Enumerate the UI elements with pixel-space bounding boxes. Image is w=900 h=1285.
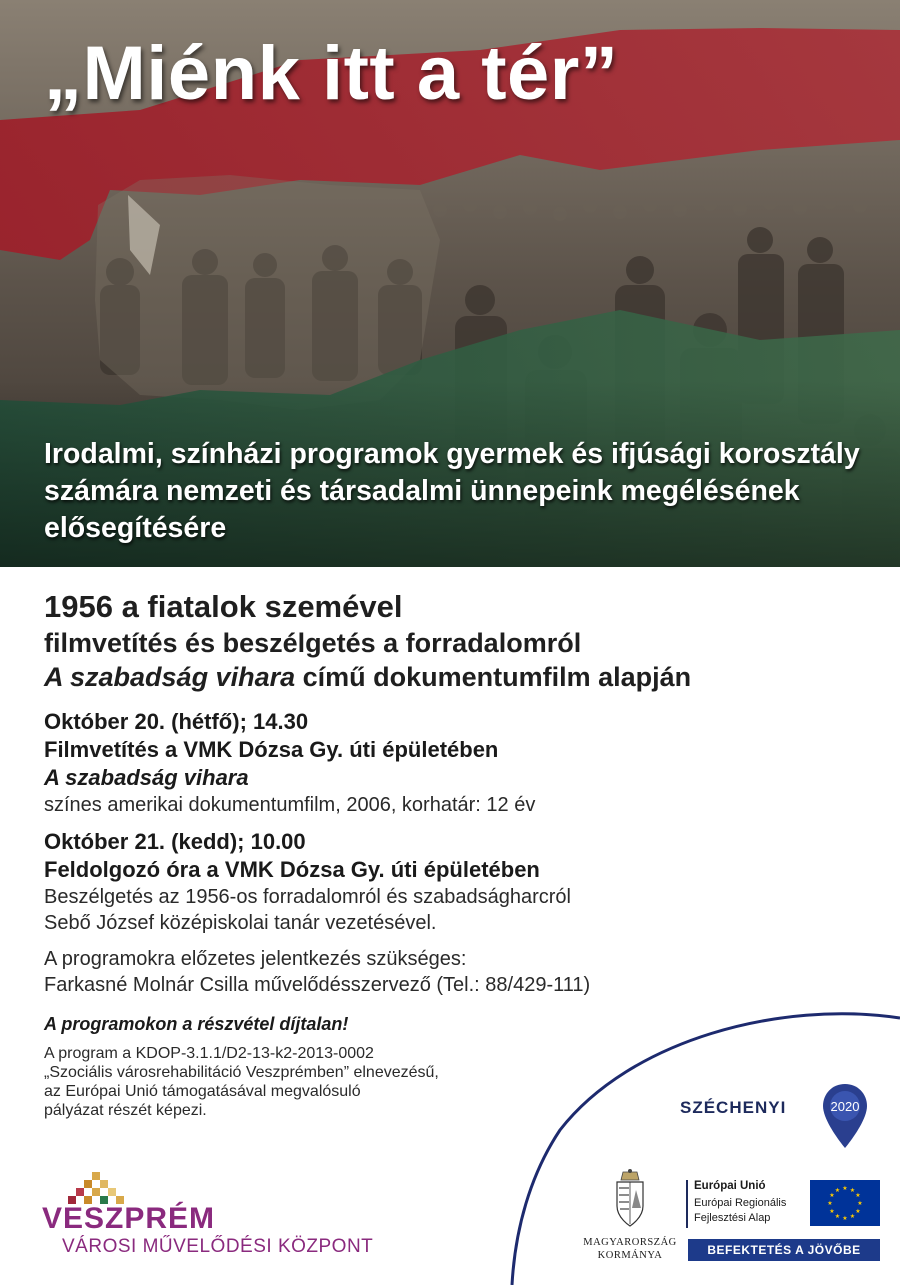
film-line-rest: című dokumentumfilm alapján — [295, 662, 692, 692]
svg-text:★: ★ — [842, 1215, 848, 1222]
vmk-subtitle: VÁROSI MŰVELŐDÉSI KÖZPONT — [62, 1236, 374, 1257]
szechenyi-2020-logo — [680, 1082, 880, 1152]
government-label-line-1: MAGYARORSZÁG — [583, 1237, 677, 1248]
hero-subtitle: Irodalmi, színházi programok gyermek és ifjúsági korosztály számára nemzeti és társadalmi ünnepeink megélésének elősegítésére — [44, 438, 860, 544]
svg-text:★: ★ — [829, 1192, 835, 1199]
event-2-location: Feldolgozó óra a VMK Dózsa Gy. úti épületében — [44, 857, 540, 882]
government-logo — [575, 1168, 685, 1268]
program-subheading: filmvetítés és beszélgetés a forradalomról — [44, 628, 582, 658]
hero-banner — [0, 0, 900, 567]
svg-text:★: ★ — [849, 1187, 856, 1194]
event-2-datetime: Október 21. (kedd); 10.00 — [44, 829, 306, 854]
registration-info — [44, 946, 884, 998]
eu-divider — [686, 1180, 688, 1228]
svg-text:★: ★ — [829, 1208, 835, 1215]
svg-text:★: ★ — [827, 1200, 833, 1207]
map-pin-icon — [820, 1082, 870, 1152]
event-2-description-2: Sebő József középiskolai tanár vezetésével. — [44, 912, 437, 934]
registration-contact: Farkasné Molnár Csilla művelődésszervező (Tel.: 88/429-111) — [44, 974, 591, 996]
program-film-line — [44, 660, 884, 694]
government-label — [575, 1236, 685, 1262]
svg-text:★: ★ — [855, 1208, 861, 1215]
event-1-film-title: A szabadság vihara — [44, 765, 249, 790]
registration-line-1: A programokra előzetes jelentkezés szükséges: — [44, 948, 467, 970]
event-1-datetime: Október 20. (hétfő); 14.30 — [44, 709, 309, 734]
hero-title: „Miénk itt a tér” — [44, 31, 619, 116]
svg-text:★: ★ — [842, 1185, 848, 1192]
program-heading: 1956 a fiatalok szemével — [44, 589, 403, 624]
eu-slogan-banner: BEFEKTETÉS A JÖVŐBE — [688, 1239, 880, 1261]
free-entry-note: A programokon a részvétel díjtalan! — [44, 1014, 349, 1034]
government-label-line-2: KORMÁNYA — [597, 1250, 663, 1261]
svg-text:★: ★ — [857, 1200, 863, 1207]
event-1-description: színes amerikai dokumentumfilm, 2006, korhatár: 12 év — [44, 794, 536, 816]
svg-text:★: ★ — [834, 1187, 841, 1194]
project-line-1: A program a KDOP-3.1.1/D2-13-k2-2013-0002 — [44, 1045, 374, 1062]
coat-of-arms-icon — [611, 1168, 649, 1232]
project-line-3: az Európai Unió támogatásával megvalósuló — [44, 1083, 361, 1100]
film-title-italic: A szabadság vihara — [44, 662, 296, 692]
project-info — [44, 1044, 564, 1120]
eu-flag-icon — [810, 1180, 880, 1226]
program-content — [44, 588, 884, 1120]
vmk-logo — [42, 1172, 422, 1262]
szechenyi-year: 2020 — [830, 1099, 860, 1114]
eu-logo — [686, 1180, 882, 1264]
project-line-4: pályázat részét képezi. — [44, 1102, 207, 1119]
eu-title: Európai Unió — [694, 1180, 766, 1192]
svg-text:★: ★ — [849, 1213, 856, 1220]
eu-fund: Európai Regionális Fejlesztési Alap — [694, 1197, 787, 1224]
vmk-name: VESZPRÉM — [42, 1202, 216, 1235]
castle-icon — [64, 1172, 144, 1204]
event-2-description-1: Beszélgetés az 1956-os forradalomról és szabadságharcról — [44, 886, 571, 908]
event-1 — [44, 708, 884, 818]
project-line-2: „Szociális városrehabilitáció Veszprémben” elnevezésű, — [44, 1064, 439, 1081]
svg-text:★: ★ — [834, 1213, 841, 1220]
event-2 — [44, 828, 884, 936]
svg-text:★: ★ — [855, 1192, 861, 1199]
szechenyi-label: SZÉCHENYI — [680, 1098, 787, 1117]
event-1-location: Filmvetítés a VMK Dózsa Gy. úti épületében — [44, 737, 499, 762]
